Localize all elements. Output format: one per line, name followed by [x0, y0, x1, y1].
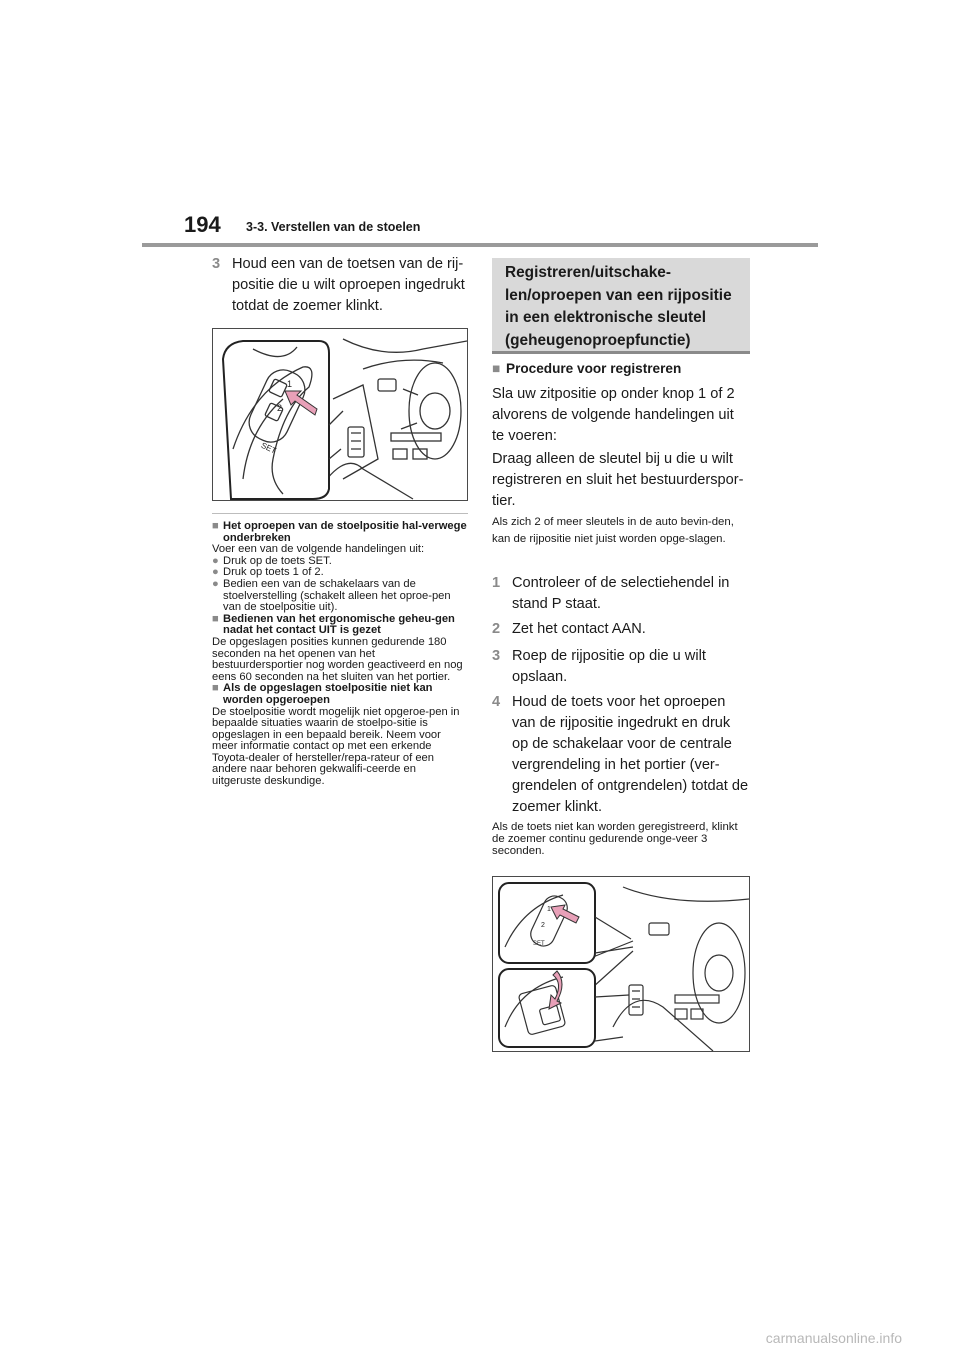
step-1: [492, 573, 750, 615]
square-bullet-icon: ■: [212, 520, 219, 532]
paragraph: Sla uw zitpositie op onder knop 1 of 2 alvorens de volgende handelingen uit te voeren:: [492, 386, 735, 444]
set-button-label: SET: [259, 440, 278, 456]
paragraph: Draag alleen de sleutel bij u die u wilt registreren en sluit het bestuurderspor-tier.: [492, 451, 744, 509]
round-bullet-icon: ●: [212, 554, 219, 567]
step-number: 4: [492, 694, 501, 710]
bullet-item: ● Druk op toets 1 of 2.: [212, 566, 324, 579]
step-text: Houd de toets voor het oproepen van de rijpositie ingedrukt en druk op de schakelaar voor de centrale vergrendeling in het portier (ver-grendelen of ontgrendelen) totdat de zoemer klinkt.: [512, 694, 749, 815]
step-text: Controleer of de selectiehendel in stand P staat.: [512, 575, 730, 612]
round-bullet-icon: ●: [212, 566, 219, 579]
key-registration-drawing: [493, 877, 749, 1051]
page-number: 194: [184, 212, 221, 237]
step-text: Houd een van de toetsen van de rij-positie die u wilt oproepen ingedrukt totdat de zoemer klinkt.: [232, 256, 465, 314]
section-title: 3-3. Verstellen van de stoelen: [246, 220, 421, 234]
set-button-label: SET: [533, 941, 545, 947]
note: Als de toets niet kan worden geregistreerd, klinkt de zoemer continu gedurende onge-veer 3 seconden.: [492, 821, 738, 857]
step-2: [492, 619, 750, 640]
note-body: De stoelpositie wordt mogelijk niet opgeroe-pen in bepaalde situaties waarin de stoelpo-sitie is opgeslagen in een bepaald bereik. Neem voor meer informatie contact op met een erkende Toyota-dealer of hersteller/repa-rateur of een andere naar behoren gekwalifi-ceerde en uitgeruste deskundige.: [212, 705, 460, 788]
square-bullet-icon: ■: [212, 612, 219, 625]
note-heading: ■ Het oproepen van de stoelpositie hal-verwege onderbreken: [212, 520, 467, 544]
note-body: De opgeslagen posities kunnen gedurende 180 seconden na het openen van het bestuurdersportier nog worden geactiveerd en nog eens 60 seconden na het sluiten van het portier.: [212, 635, 463, 683]
bullet-item: ● Druk op de toets SET.: [212, 554, 332, 567]
seat-memory-illustration: [212, 328, 468, 501]
step-4: [492, 692, 750, 818]
step-text: Roep de rijpositie op die u wilt opslaan.: [512, 648, 706, 685]
notes-block: [212, 521, 468, 788]
seat-memory-drawing: [213, 329, 467, 500]
key-registration-illustration: [492, 876, 750, 1052]
bullet-item: ● Bedien een van de schakelaars van de stoelverstelling (schakelt alleen het oproe-pen van de stoelpositie uit).: [212, 577, 451, 614]
button-2-label: 2: [277, 403, 283, 413]
step-3: [492, 646, 750, 688]
note-heading: ■ Bedienen van het ergonomische geheu-gen nadat het contact UIT is gezet: [212, 612, 455, 637]
header-rule: [142, 243, 818, 247]
separator: [212, 513, 468, 514]
note-intro: Voer een van de volgende handelingen uit:: [212, 543, 425, 556]
step-number: 3: [492, 648, 501, 664]
step-number: 3: [212, 256, 221, 272]
step-text: Zet het contact AAN.: [512, 621, 646, 637]
button-2-label: 2: [541, 922, 545, 929]
watermark: carmanualsonline.info: [765, 1330, 902, 1346]
button-1-label: 1: [547, 906, 551, 913]
topic-title: Registreren/uitschake-len/oproepen van een rijpositie in een elektronische sleutel (geheugenoproepfunctie): [505, 264, 732, 349]
step-number: 2: [492, 621, 501, 637]
button-1-label: 1: [287, 379, 293, 389]
square-bullet-icon: ■: [492, 361, 501, 376]
square-bullet-icon: ■: [212, 682, 219, 695]
step-3: [212, 254, 468, 317]
round-bullet-icon: ●: [212, 577, 219, 590]
step-number: 1: [492, 575, 501, 591]
note: Als zich 2 of meer sleutels in de auto bevin-den, kan de rijpositie niet juist worden opge-slagen.: [492, 516, 734, 545]
note-heading: ■ Als de opgeslagen stoelpositie niet kan worden opgeroepen: [212, 682, 433, 706]
procedure-heading: ■ Procedure voor registreren: [492, 361, 682, 376]
